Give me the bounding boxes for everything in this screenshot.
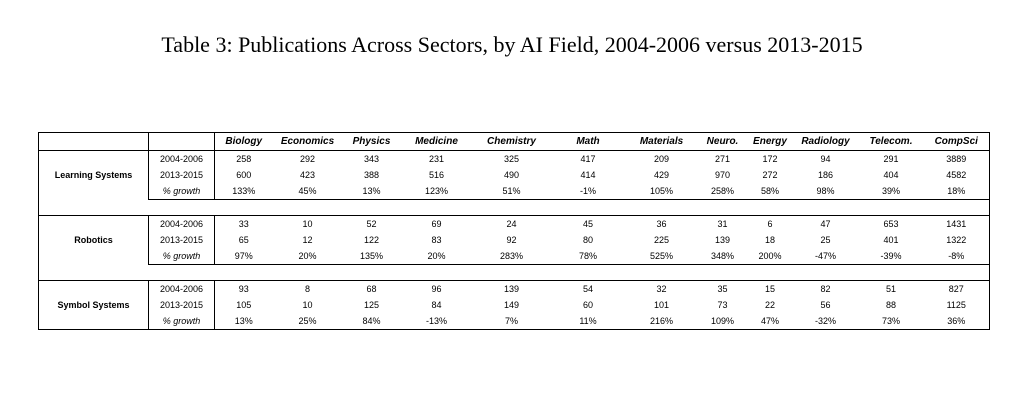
value-cell: 139 [714, 235, 731, 245]
value-cell: 10 [302, 219, 313, 229]
table-row [39, 297, 990, 313]
value-cell: 283% [473, 248, 551, 265]
value-cell: 31 [717, 219, 728, 229]
value-cell: 65 [238, 235, 249, 245]
row-label: 2013-2015 [149, 167, 215, 183]
row-label: 2004-2006 [149, 216, 215, 233]
table-row [39, 248, 990, 265]
value-cell: 414 [580, 170, 596, 180]
value-cell: 13% [215, 313, 273, 330]
column-header: Chemistry [473, 133, 551, 151]
row-label: 2013-2015 [149, 232, 215, 248]
value-cell: 272 [762, 170, 778, 180]
value-cell: 172 [762, 154, 778, 164]
value-cell: 32 [656, 284, 667, 294]
publications-table [38, 132, 990, 330]
value-cell: 291 [883, 154, 899, 164]
value-cell: 258% [698, 183, 748, 200]
value-cell: 82 [820, 284, 831, 294]
column-header: Telecom. [859, 133, 924, 151]
group-label: Symbol Systems [39, 281, 149, 330]
value-cell: -39% [859, 248, 924, 265]
value-cell: 125 [363, 300, 380, 310]
value-cell: -8% [924, 248, 990, 265]
value-cell: 13% [343, 183, 401, 200]
value-cell: 186 [817, 170, 834, 180]
value-cell: 73% [859, 313, 924, 330]
value-cell: 45 [582, 219, 593, 229]
value-cell: 60 [582, 300, 593, 310]
row-label: 2013-2015 [149, 297, 215, 313]
value-cell: -47% [793, 248, 859, 265]
value-cell: 8 [304, 284, 310, 294]
value-cell: 56 [820, 300, 831, 310]
value-cell: 25% [273, 313, 343, 330]
value-cell: 10 [302, 300, 313, 310]
column-header: Materials [626, 133, 698, 151]
value-cell: 33 [238, 219, 249, 229]
value-cell: 69 [431, 219, 442, 229]
value-cell: 348% [698, 248, 748, 265]
value-cell: 93 [238, 284, 249, 294]
column-header: Math [551, 133, 626, 151]
value-cell: 292 [299, 154, 316, 164]
value-cell: 258 [236, 154, 252, 164]
table-row [39, 151, 990, 168]
value-cell: 109% [698, 313, 748, 330]
column-header: Neuro. [698, 133, 748, 151]
value-cell: 1322 [946, 235, 967, 245]
value-cell: 58% [748, 183, 793, 200]
value-cell: 525% [626, 248, 698, 265]
value-cell: 52 [366, 219, 377, 229]
value-cell: 3889 [946, 154, 967, 164]
row-label: 2004-2006 [149, 281, 215, 298]
value-cell: 271 [714, 154, 731, 164]
column-header: Energy [748, 133, 793, 151]
value-cell: 15 [764, 284, 775, 294]
value-cell: 516 [428, 170, 445, 180]
value-cell: 4582 [946, 170, 967, 180]
value-cell: 404 [883, 170, 899, 180]
value-cell: 51% [473, 183, 551, 200]
value-cell: 47 [820, 219, 831, 229]
value-cell: 97% [215, 248, 273, 265]
value-cell: 84 [431, 300, 442, 310]
value-cell: 20% [401, 248, 473, 265]
group-label: Learning Systems [39, 151, 149, 200]
separator-cell [39, 200, 990, 216]
value-cell: 92 [506, 235, 517, 245]
value-cell: 73 [717, 300, 728, 310]
value-cell: 343 [363, 154, 380, 164]
value-cell: 12 [302, 235, 313, 245]
table-row [39, 216, 990, 233]
value-cell: 970 [714, 170, 731, 180]
value-cell: 122 [363, 235, 380, 245]
row-label: % growth [149, 313, 215, 330]
value-cell: 401 [883, 235, 899, 245]
table-row [39, 183, 990, 200]
value-cell: 1125 [946, 300, 966, 310]
value-cell: 24 [506, 219, 517, 229]
row-label: 2004-2006 [149, 151, 215, 168]
value-cell: 101 [653, 300, 670, 310]
value-cell: 36 [656, 219, 667, 229]
value-cell: 325 [503, 154, 520, 164]
value-cell: -13% [401, 313, 473, 330]
value-cell: 105% [626, 183, 698, 200]
value-cell: 39% [859, 183, 924, 200]
value-cell: 84% [343, 313, 401, 330]
value-cell: 231 [428, 154, 445, 164]
value-cell: 47% [748, 313, 793, 330]
table-row [39, 232, 990, 248]
value-cell: 429 [653, 170, 670, 180]
value-cell: 25 [820, 235, 831, 245]
value-cell: 209 [653, 154, 670, 164]
column-header: Physics [343, 133, 401, 151]
value-cell: 11% [551, 313, 626, 330]
value-cell: 600 [236, 170, 252, 180]
value-cell: 78% [551, 248, 626, 265]
value-cell: 1431 [946, 219, 967, 229]
value-cell: 54 [582, 284, 593, 294]
value-cell: 51 [885, 284, 896, 294]
group-label: Robotics [39, 216, 149, 265]
value-cell: 36% [924, 313, 990, 330]
value-cell: 83 [431, 235, 442, 245]
separator-cell [39, 265, 990, 281]
value-cell: 7% [473, 313, 551, 330]
value-cell: 20% [273, 248, 343, 265]
value-cell: 225 [653, 235, 670, 245]
column-header: CompSci [924, 133, 990, 151]
value-cell: 388 [363, 170, 380, 180]
value-cell: 80 [582, 235, 593, 245]
value-cell: 94 [820, 154, 831, 164]
value-cell: 45% [273, 183, 343, 200]
value-cell: 88 [885, 300, 896, 310]
value-cell: 6 [767, 219, 773, 229]
column-header: Biology [215, 133, 273, 151]
value-cell: 490 [503, 170, 520, 180]
value-cell: 216% [626, 313, 698, 330]
table-title: Table 3: Publications Across Sectors, by AI Field, 2004-2006 versus 2013-2015 [161, 32, 863, 57]
value-cell: 18 [764, 235, 775, 245]
header-row [39, 133, 990, 151]
column-header: Economics [273, 133, 343, 151]
value-cell: 200% [748, 248, 793, 265]
table-row [39, 167, 990, 183]
value-cell: 149 [503, 300, 520, 310]
value-cell: 68 [366, 284, 377, 294]
value-cell: 96 [431, 284, 442, 294]
table-row [39, 313, 990, 330]
value-cell: -32% [793, 313, 859, 330]
value-cell: 105 [236, 300, 252, 310]
value-cell: 417 [580, 154, 596, 164]
value-cell: 139 [503, 284, 520, 294]
group-separator [39, 265, 990, 281]
column-header: Radiology [793, 133, 859, 151]
value-cell: 35 [717, 284, 728, 294]
value-cell: 423 [299, 170, 316, 180]
value-cell: 18% [924, 183, 990, 200]
value-cell: 135% [343, 248, 401, 265]
value-cell: -1% [551, 183, 626, 200]
value-cell: 98% [793, 183, 859, 200]
row-label: % growth [149, 183, 215, 200]
value-cell: 133% [215, 183, 273, 200]
column-header: Medicine [401, 133, 473, 151]
header-period-cell [149, 133, 215, 151]
value-cell: 123% [401, 183, 473, 200]
table-row [39, 281, 990, 298]
group-separator [39, 200, 990, 216]
header-blank-cell [39, 133, 149, 151]
row-label: % growth [149, 248, 215, 265]
value-cell: 827 [948, 284, 964, 294]
value-cell: 22 [764, 300, 775, 310]
value-cell: 653 [883, 219, 899, 229]
